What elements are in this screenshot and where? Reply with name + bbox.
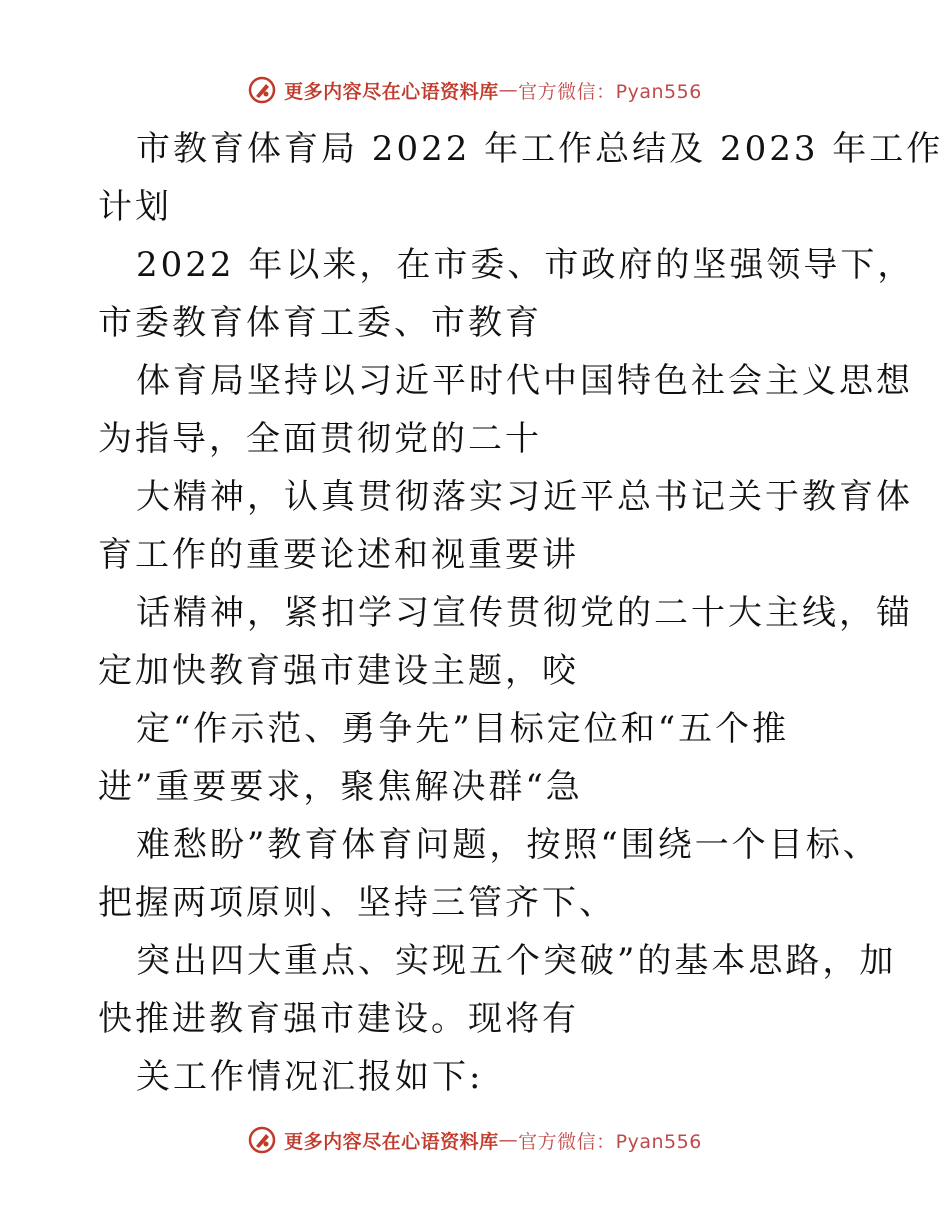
document-body — [98, 120, 944, 1106]
paragraph-line: 关工作情况汇报如下: — [136, 1057, 484, 1097]
paragraph-line: 进”重要要求，聚焦解决群“急 — [98, 767, 583, 807]
title-line-2: 计划 — [98, 187, 172, 227]
paragraph-line: 定加快教育强市建设主题，咬 — [98, 651, 579, 691]
pen-nib-logo-icon — [248, 1126, 276, 1154]
title-line-1: 市教育体育局 2022 年工作总结及 2023 年工作 — [136, 129, 944, 169]
paragraph-line: 话精神，紧扣学习宣传贯彻党的二十大主线，锚 — [136, 593, 913, 633]
watermark-suffix-text: 官方微信：Pyan556 — [518, 1130, 702, 1153]
paragraph-line: 把握两项原则、坚持三管齐下、 — [98, 883, 616, 923]
paragraph-line: 市委教育体育工委、市教育 — [98, 303, 542, 343]
paragraph-line: 快推进教育强市建设。现将有 — [98, 999, 579, 1039]
watermark-suffix-text: 官方微信：Pyan556 — [518, 80, 702, 103]
footer-watermark — [0, 1120, 950, 1160]
watermark-main-text: 更多内容尽在心语资料库 — [284, 1130, 499, 1153]
header-watermark — [0, 70, 950, 110]
paragraph-line: 大精神，认真贯彻落实习近平总书记关于教育体 — [136, 477, 913, 517]
paragraph-line: 突出四大重点、实现五个突破”的基本思路，加 — [136, 941, 897, 981]
paragraph-line: 2022 年以来，在市委、市政府的坚强领导下， — [136, 245, 915, 285]
paragraph-line: 难愁盼”教育体育问题，按照“围绕一个目标、 — [136, 825, 880, 865]
paragraph-line: 体育局坚持以习近平时代中国特色社会主义思想 — [136, 361, 913, 401]
paragraph-line: 为指导，全面贯彻党的二十 — [98, 419, 542, 459]
pen-nib-logo-icon — [248, 76, 276, 104]
watermark-main-text: 更多内容尽在心语资料库 — [284, 80, 499, 103]
watermark-separator: — — [498, 1129, 519, 1151]
paragraph-line: 育工作的重要论述和视重要讲 — [98, 535, 579, 575]
paragraph-line: 定“作示范、勇争先”目标定位和“五个推 — [136, 709, 790, 749]
watermark-separator: — — [498, 79, 519, 101]
